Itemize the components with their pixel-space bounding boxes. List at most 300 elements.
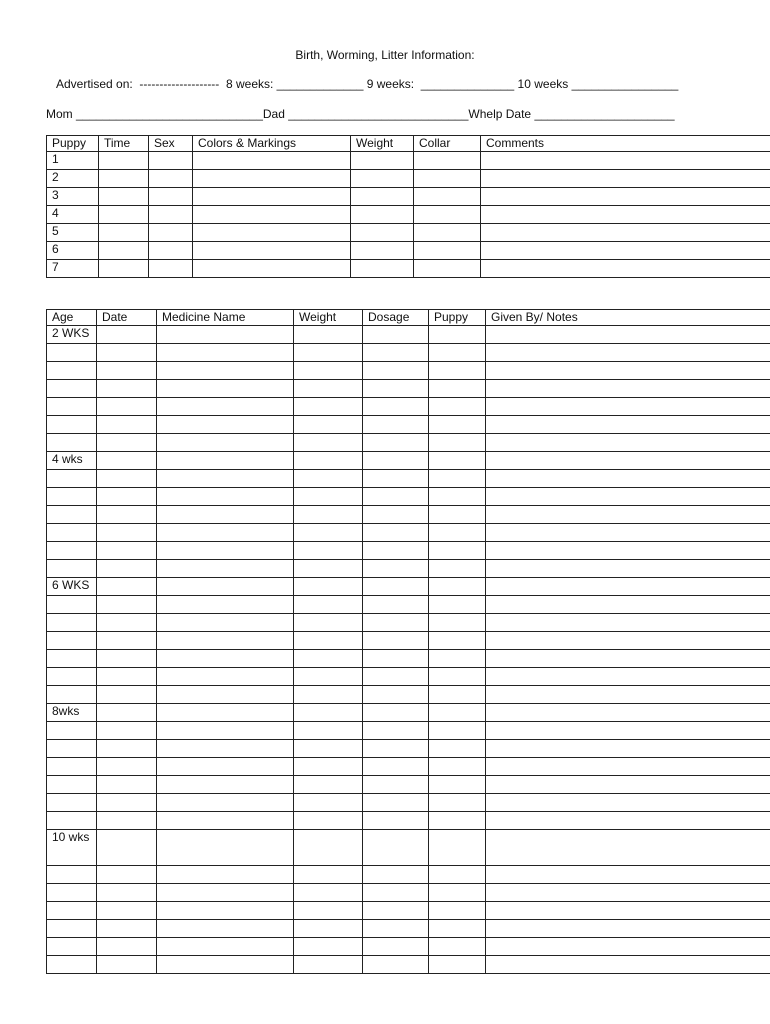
puppy-col-header: Weight: [351, 136, 414, 152]
puppy-col-header: Comments: [481, 136, 770, 152]
table-cell: [486, 884, 770, 902]
table-cell: [363, 902, 429, 920]
medicine-table: [46, 309, 770, 974]
table-row: [47, 650, 770, 668]
table-cell: [97, 470, 157, 488]
table-cell: [486, 524, 770, 542]
table-cell: [481, 188, 770, 206]
table-row: [47, 866, 770, 884]
table-row: [47, 506, 770, 524]
table-cell: [414, 206, 481, 224]
table-cell: [294, 758, 363, 776]
table-cell: [294, 686, 363, 704]
table-cell: [486, 866, 770, 884]
table-cell: [294, 542, 363, 560]
table-cell: [157, 398, 294, 416]
table-row: [47, 398, 770, 416]
table-cell: [97, 704, 157, 722]
table-cell: [363, 326, 429, 344]
table-cell: [429, 416, 486, 434]
table-cell: [97, 434, 157, 452]
table-cell: [149, 242, 193, 260]
table-cell: [486, 722, 770, 740]
parents-line: Mom ____________________________Dad ___________________________Whelp Date _____________________: [46, 107, 675, 121]
table-cell: [157, 452, 294, 470]
med-row-label: [47, 344, 97, 362]
table-cell: [294, 380, 363, 398]
table-cell: [294, 524, 363, 542]
table-cell: [363, 704, 429, 722]
table-cell: [486, 362, 770, 380]
table-row: [47, 434, 770, 452]
table-cell: [486, 506, 770, 524]
table-cell: [363, 470, 429, 488]
table-cell: [429, 632, 486, 650]
medicine-table-header: [47, 310, 770, 326]
table-cell: [486, 758, 770, 776]
table-cell: [97, 326, 157, 344]
table-cell: [157, 416, 294, 434]
table-cell: [97, 758, 157, 776]
table-cell: [157, 794, 294, 812]
table-cell: [97, 830, 157, 866]
table-cell: [157, 884, 294, 902]
table-cell: [157, 614, 294, 632]
table-cell: [363, 668, 429, 686]
puppy-row-label: 7: [47, 260, 99, 278]
table-cell: [429, 578, 486, 596]
table-cell: [363, 884, 429, 902]
med-col-header: Weight: [294, 310, 363, 326]
table-cell: [486, 560, 770, 578]
table-row: [47, 902, 770, 920]
table-cell: [157, 344, 294, 362]
table-cell: [351, 152, 414, 170]
table-cell: [429, 830, 486, 866]
advertised-line: Advertised on: -------------------- 8 weeks: _____________ 9 weeks: ______________ 10 weeks ________________: [56, 77, 679, 91]
table-cell: [486, 452, 770, 470]
table-cell: [486, 776, 770, 794]
table-cell: [486, 812, 770, 830]
table-cell: [294, 398, 363, 416]
med-col-header: Medicine Name: [157, 310, 294, 326]
med-row-label: [47, 614, 97, 632]
table-cell: [97, 614, 157, 632]
table-row: [47, 722, 770, 740]
table-cell: [294, 434, 363, 452]
table-cell: [97, 596, 157, 614]
table-cell: [363, 452, 429, 470]
med-row-label: [47, 866, 97, 884]
table-cell: [294, 416, 363, 434]
table-row: [47, 614, 770, 632]
table-cell: [97, 812, 157, 830]
table-cell: [363, 434, 429, 452]
table-row: [47, 794, 770, 812]
table-cell: [193, 170, 351, 188]
table-cell: [429, 866, 486, 884]
table-row: [47, 188, 770, 206]
table-cell: [97, 488, 157, 506]
table-row: [47, 938, 770, 956]
table-cell: [157, 362, 294, 380]
table-cell: [414, 242, 481, 260]
med-row-label: 8wks: [47, 704, 97, 722]
table-cell: [157, 380, 294, 398]
puppy-table: [46, 135, 770, 278]
med-row-label: [47, 596, 97, 614]
table-cell: [481, 242, 770, 260]
med-col-header: Date: [97, 310, 157, 326]
med-row-label: [47, 542, 97, 560]
table-row: [47, 884, 770, 902]
med-row-label: [47, 560, 97, 578]
med-row-label: [47, 812, 97, 830]
table-cell: [157, 632, 294, 650]
table-cell: [157, 542, 294, 560]
table-cell: [294, 344, 363, 362]
table-cell: [429, 380, 486, 398]
table-row: [47, 632, 770, 650]
table-cell: [429, 902, 486, 920]
med-row-label: [47, 470, 97, 488]
table-cell: [294, 794, 363, 812]
table-cell: [414, 188, 481, 206]
med-row-label: 2 WKS: [47, 326, 97, 344]
table-cell: [429, 362, 486, 380]
table-cell: [193, 224, 351, 242]
table-cell: [294, 776, 363, 794]
table-cell: [486, 578, 770, 596]
table-cell: [363, 794, 429, 812]
table-cell: [481, 170, 770, 188]
table-cell: [157, 578, 294, 596]
table-cell: [149, 170, 193, 188]
table-cell: [481, 206, 770, 224]
table-cell: [149, 152, 193, 170]
table-cell: [363, 560, 429, 578]
med-row-label: [47, 758, 97, 776]
table-cell: [486, 470, 770, 488]
table-cell: [157, 434, 294, 452]
med-row-label: [47, 686, 97, 704]
med-row-label: [47, 380, 97, 398]
table-cell: [429, 488, 486, 506]
table-row: [47, 542, 770, 560]
table-cell: [486, 434, 770, 452]
table-cell: [294, 920, 363, 938]
med-row-label: [47, 668, 97, 686]
table-row: [47, 668, 770, 686]
table-cell: [351, 170, 414, 188]
table-cell: [99, 188, 149, 206]
table-cell: [363, 578, 429, 596]
table-row: [47, 260, 770, 278]
med-row-label: [47, 740, 97, 758]
table-cell: [414, 170, 481, 188]
table-cell: [157, 776, 294, 794]
puppy-col-header: Sex: [149, 136, 193, 152]
table-cell: [486, 596, 770, 614]
table-row: [47, 776, 770, 794]
med-row-label: [47, 416, 97, 434]
table-cell: [429, 470, 486, 488]
table-cell: [363, 722, 429, 740]
table-cell: [294, 956, 363, 974]
table-row: [47, 596, 770, 614]
table-cell: [157, 956, 294, 974]
table-row: [47, 224, 770, 242]
table-row: [47, 470, 770, 488]
table-row: [47, 956, 770, 974]
table-row: [47, 242, 770, 260]
puppy-col-header: Puppy: [47, 136, 99, 152]
table-cell: [414, 260, 481, 278]
med-row-label: 6 WKS: [47, 578, 97, 596]
table-cell: [157, 866, 294, 884]
table-cell: [429, 938, 486, 956]
table-row: [47, 704, 770, 722]
table-cell: [429, 542, 486, 560]
table-cell: [481, 224, 770, 242]
table-cell: [294, 452, 363, 470]
table-cell: [351, 188, 414, 206]
table-cell: [486, 956, 770, 974]
table-cell: [294, 632, 363, 650]
table-cell: [486, 668, 770, 686]
table-cell: [97, 398, 157, 416]
med-row-label: [47, 650, 97, 668]
table-cell: [486, 416, 770, 434]
puppy-row-label: 3: [47, 188, 99, 206]
table-cell: [294, 668, 363, 686]
table-cell: [486, 614, 770, 632]
table-cell: [486, 632, 770, 650]
table-cell: [97, 506, 157, 524]
table-cell: [97, 668, 157, 686]
table-cell: [294, 488, 363, 506]
table-cell: [157, 938, 294, 956]
table-cell: [97, 560, 157, 578]
table-cell: [97, 632, 157, 650]
table-row: [47, 344, 770, 362]
med-row-label: [47, 398, 97, 416]
table-cell: [294, 740, 363, 758]
table-cell: [97, 344, 157, 362]
table-cell: [294, 866, 363, 884]
table-cell: [363, 488, 429, 506]
med-row-label: [47, 632, 97, 650]
table-cell: [294, 596, 363, 614]
table-cell: [486, 938, 770, 956]
table-cell: [363, 596, 429, 614]
table-cell: [97, 956, 157, 974]
table-cell: [429, 596, 486, 614]
table-cell: [414, 152, 481, 170]
table-cell: [486, 380, 770, 398]
med-row-label: [47, 920, 97, 938]
table-cell: [363, 956, 429, 974]
table-row: [47, 362, 770, 380]
table-cell: [363, 398, 429, 416]
table-cell: [149, 224, 193, 242]
table-cell: [429, 650, 486, 668]
puppy-row-label: 2: [47, 170, 99, 188]
table-cell: [363, 830, 429, 866]
table-cell: [157, 596, 294, 614]
table-cell: [486, 344, 770, 362]
table-cell: [157, 506, 294, 524]
table-cell: [351, 242, 414, 260]
med-row-label: [47, 776, 97, 794]
table-cell: [363, 380, 429, 398]
table-cell: [363, 344, 429, 362]
table-row: [47, 524, 770, 542]
med-row-label: [47, 434, 97, 452]
table-cell: [99, 206, 149, 224]
puppy-col-header: Colors & Markings: [193, 136, 351, 152]
table-cell: [363, 524, 429, 542]
table-cell: [363, 920, 429, 938]
table-cell: [157, 668, 294, 686]
table-cell: [363, 758, 429, 776]
table-cell: [429, 722, 486, 740]
table-cell: [99, 152, 149, 170]
table-cell: [486, 794, 770, 812]
table-row: [47, 452, 770, 470]
med-row-label: [47, 938, 97, 956]
med-row-label: [47, 794, 97, 812]
table-cell: [429, 614, 486, 632]
med-col-header: Age: [47, 310, 97, 326]
table-cell: [97, 794, 157, 812]
table-cell: [294, 614, 363, 632]
table-cell: [429, 434, 486, 452]
table-cell: [97, 650, 157, 668]
table-row: [47, 578, 770, 596]
table-cell: [363, 614, 429, 632]
med-row-label: [47, 902, 97, 920]
table-cell: [157, 920, 294, 938]
table-row: [47, 326, 770, 344]
table-cell: [157, 722, 294, 740]
table-cell: [429, 758, 486, 776]
table-cell: [363, 686, 429, 704]
table-cell: [429, 452, 486, 470]
table-cell: [294, 938, 363, 956]
med-row-label: [47, 488, 97, 506]
table-cell: [97, 452, 157, 470]
table-row: [47, 380, 770, 398]
puppy-row-label: 5: [47, 224, 99, 242]
table-row: [47, 920, 770, 938]
table-cell: [97, 542, 157, 560]
table-cell: [157, 560, 294, 578]
table-cell: [429, 956, 486, 974]
table-cell: [486, 902, 770, 920]
table-cell: [294, 830, 363, 866]
table-cell: [429, 668, 486, 686]
table-cell: [429, 776, 486, 794]
table-row: [47, 206, 770, 224]
table-cell: [363, 812, 429, 830]
table-cell: [97, 416, 157, 434]
table-cell: [97, 866, 157, 884]
table-cell: [351, 206, 414, 224]
table-row: [47, 812, 770, 830]
table-row: [47, 152, 770, 170]
table-cell: [157, 740, 294, 758]
puppy-row-label: 4: [47, 206, 99, 224]
table-cell: [97, 380, 157, 398]
table-cell: [294, 650, 363, 668]
table-cell: [99, 242, 149, 260]
table-cell: [486, 740, 770, 758]
table-cell: [486, 398, 770, 416]
table-cell: [294, 326, 363, 344]
page-title: Birth, Worming, Litter Information:: [295, 48, 475, 62]
table-cell: [363, 776, 429, 794]
table-cell: [429, 794, 486, 812]
med-row-label: [47, 524, 97, 542]
table-cell: [149, 206, 193, 224]
table-row: [47, 686, 770, 704]
table-cell: [157, 812, 294, 830]
med-row-label: [47, 884, 97, 902]
table-cell: [414, 224, 481, 242]
table-cell: [429, 920, 486, 938]
table-cell: [157, 902, 294, 920]
table-cell: [294, 362, 363, 380]
table-cell: [193, 152, 351, 170]
table-cell: [157, 758, 294, 776]
med-row-label: [47, 722, 97, 740]
table-cell: [294, 884, 363, 902]
table-cell: [351, 224, 414, 242]
table-cell: [157, 650, 294, 668]
table-cell: [193, 242, 351, 260]
table-cell: [486, 326, 770, 344]
table-row: [47, 488, 770, 506]
table-cell: [363, 362, 429, 380]
table-cell: [363, 938, 429, 956]
table-cell: [363, 542, 429, 560]
table-cell: [157, 524, 294, 542]
table-cell: [97, 578, 157, 596]
table-cell: [149, 260, 193, 278]
table-cell: [363, 416, 429, 434]
table-cell: [157, 686, 294, 704]
table-cell: [429, 740, 486, 758]
table-cell: [294, 560, 363, 578]
table-cell: [429, 812, 486, 830]
table-cell: [486, 920, 770, 938]
table-cell: [99, 260, 149, 278]
puppy-row-label: 1: [47, 152, 99, 170]
table-cell: [193, 188, 351, 206]
table-cell: [294, 722, 363, 740]
table-cell: [429, 326, 486, 344]
table-row: [47, 830, 770, 866]
table-row: [47, 170, 770, 188]
table-cell: [294, 578, 363, 596]
table-cell: [157, 488, 294, 506]
table-cell: [429, 506, 486, 524]
table-cell: [486, 686, 770, 704]
table-cell: [363, 866, 429, 884]
table-cell: [486, 542, 770, 560]
table-row: [47, 758, 770, 776]
